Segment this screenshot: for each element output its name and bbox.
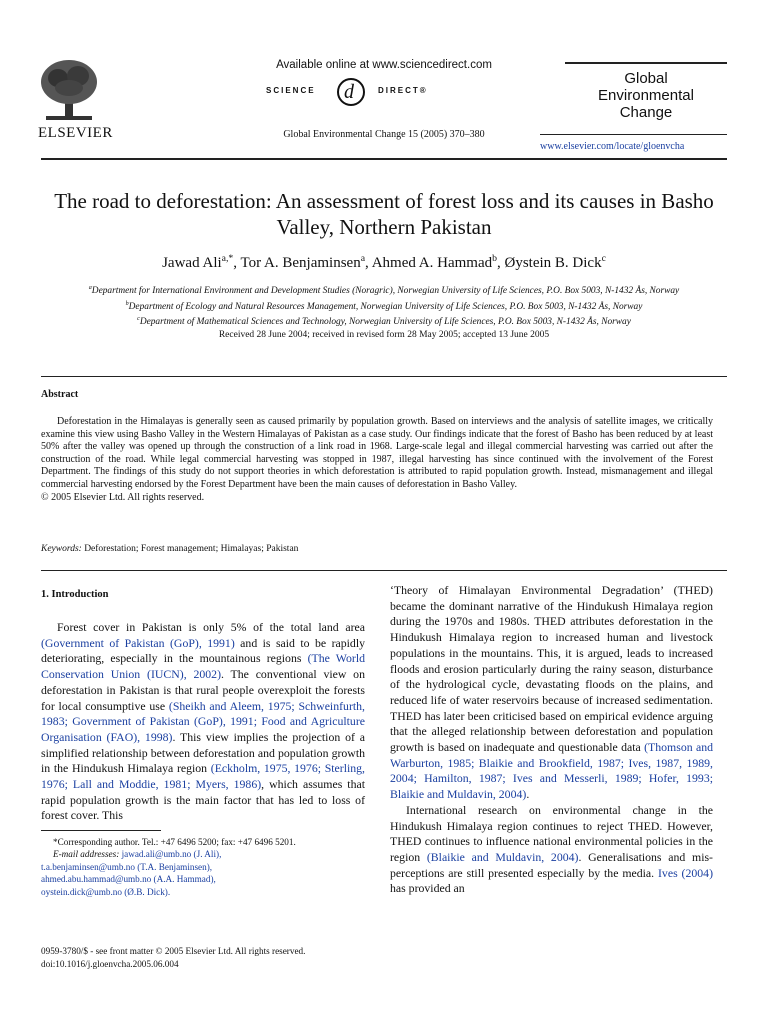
sciencedirect-mark <box>334 76 368 116</box>
sciencedirect-right: DIRECT® <box>378 86 428 95</box>
received-dates: Received 28 June 2004; received in revised form 28 May 2005; accepted 13 June 2005 <box>218 330 550 340</box>
abstract-heading: Abstract <box>41 389 79 400</box>
citation-link[interactable]: Ives (2004) <box>658 865 713 880</box>
email-2[interactable]: t.a.benjaminsen@umb.no (T.A. Benjaminsen), <box>41 861 213 872</box>
citation-link[interactable]: (Government of Pakistan (GoP), 1991) <box>41 635 235 650</box>
keywords-list: Deforestation; Forest management; Himalayas; Pakistan <box>84 544 299 554</box>
issn-line: 0959-3780/$ - see front matter © 2005 Elsevier Ltd. All rights reserved. <box>41 946 306 956</box>
intro-paragraph-1: Forest cover in Pakistan is only 5% of the total land area (Government of Pakistan (GoP), 1991) and is said to be rapidly deteriorating, especially in the mountainous regions (The World Conservation Union (IUCN), 2002). The conventional view on deforestation in Pakistan is that rural people overexploit the forests for local consumptive use (Sheikh and Aleem, 1975; Schweinfurth, 1983; Government of Pakistan (GoP), 1991; Food and Agriculture Organisation (FAO), 1998). This view implies the projection of a simplified relationship between deforestation and population growth in the Hindukush Himalaya region (Eckholm, 1975, 1976; Sterling, 1976; Lall and Moddie, 1981; Myers, 1986), which assumes that rapid population growth is the main factor that has led to loss of forest cover. This <box>41 620 365 823</box>
author-list: Jawad Ali$^{a,*}$, Tor A. Benjaminsen$^a$, Ahmed A. Hammad$^b$, Øystein B. Dick$^c$ <box>162 253 606 271</box>
journal-reference: Global Environmental Change 15 (2005) 370–380 <box>283 129 485 140</box>
abstract-body: Deforestation in the Himalayas is generally seen as caused primarily by population growth. Based on interviews and the analysis of satellite images, we critically examine this view using Basho Valley in the Western Himalayas of Pakistan as a case study. Our findings indicate that the forest of Basho has been reduced by at least 50% after the valley was opened up through the construction of a link road in 1968. Large-scale legal and illegal commercial harvesting was carried out after the construction of the road. While legal commercial harvesting was stopped in 1987, illegal harvesting has since continued with the involvement of the Forest Department. The findings of this study do not support theories in which deforestation is attributed to rapid population growth. Instead, mismanagement and illegal commercial harvesting endorsed by the Forest Department have been the main causes of deforestation in Basho Valley. © 2005 Elsevier Ltd. All rights reserved. <box>41 416 713 503</box>
intro-paragraph-3: International research on environmental change in the Hindukush Himalaya region continues to reject THED. However, THED continues to influence national environmental policies in the region (Blaikie and Muldavin, 2004). Generalisations and mis-perceptions are still presented especially by the media. Ives (2004) has provided an <box>390 802 713 896</box>
available-online-text: Available online at www.sciencedirect.com <box>276 59 492 71</box>
article-title: The road to deforestation: An assessment of forest loss and its causes in Basho Valley, Northern Pakistan <box>54 189 714 239</box>
corresponding-author: *Corresponding author. Tel.: +47 6496 5200; fax: +47 6496 5201. <box>53 837 296 847</box>
journal-url-link[interactable]: www.elsevier.com/locate/gloenvcha <box>540 141 685 152</box>
citation-link[interactable]: (The World Conservation Union (IUCN), 2002) <box>41 651 365 682</box>
section-heading-introduction: 1. Introduction <box>41 589 109 600</box>
citation-link[interactable]: (Sheikh and Aleem, 1975; Schweinfurth, 1983; Government of Pakistan (GoP), 1991; Food and Agriculture Organisation (FAO), 1998) <box>41 698 365 744</box>
sciencedirect-left: SCIENCE <box>266 86 316 95</box>
affiliation-c: $^c$Department of Mathematical Sciences and Technology, Norwegian University of Life Sciences, P.O. Box 5003, N-1432 Ås, Norway <box>137 316 631 328</box>
email-4[interactable]: oystein.dick@umb.no (Ø.B. Dick). <box>41 886 171 897</box>
citation-link[interactable]: (Blaikie and Muldavin, 2004) <box>426 849 579 864</box>
left-column <box>41 620 365 824</box>
abstract-copyright: © 2005 Elsevier Ltd. All rights reserved. <box>41 491 205 503</box>
email-label: E-mail addresses: <box>53 849 120 860</box>
keywords <box>41 544 298 554</box>
citation-link[interactable]: (Thomson and Warburton, 1985; Blaikie and Brookfield, 1987; Ives, 1987, 1989, 2004; Hamilton, 1987; Ives and Messerli, 1989; Hofer, 1993; Blaikie and Muldavin, 2004) <box>390 740 713 802</box>
journal-name-box <box>565 62 727 125</box>
keywords-label: Keywords: <box>41 544 82 554</box>
intro-paragraph-2: ‘Theory of Himalayan Environmental Degradation’ (THED) became the dominant narrative of the Hindukush Himalaya region during the 1970s and 1980s. THED attributes deforestation in the Hindukush Himalaya region to increased human and livestock populations in the mountains. This, it is argued, leads to increased floods and erosion particularly during the rainy season, disturbance of the hydrological cycle, devastating floods on the plains, and reduced life of water reservoirs because of increased sedimentation. THED has later been criticised based on empirical evidence arguing that the alleged relationship between deforestation and population growth is based on inadequate and questionable data (Thomson and Warburton, 1985; Blaikie and Brookfield, 1987; Ives, 1987, 1989, 2004; Hamilton, 1987; Ives and Messerli, 1989; Hofer, 1993; Blaikie and Muldavin, 2004). <box>390 583 713 802</box>
corresponding-author-footnote <box>41 836 365 898</box>
doi-line: doi:10.1016/j.gloenvcha.2005.06.004 <box>41 959 179 969</box>
citation-link[interactable]: (Eckholm, 1975, 1976; Sterling, 1976; Lall and Moddie, 1981; Myers, 1986) <box>41 761 365 792</box>
svg-text:d: d <box>344 81 354 103</box>
journal-name: Global Environmental Change <box>598 70 694 121</box>
email-3[interactable]: ahmed.abu.hammad@umb.no (A.A. Hammad), <box>41 874 216 885</box>
publisher-name: ELSEVIER <box>38 125 113 141</box>
right-column <box>390 583 713 897</box>
affiliation-b: $^b$Department of Ecology and Natural Resources Management, Norwegian University of Life Sciences, P.O. Box 5003, N-1432 Ås, Norway <box>125 300 643 312</box>
affiliations <box>30 282 738 329</box>
front-matter-note <box>41 945 305 971</box>
sciencedirect-logo <box>266 78 506 108</box>
affiliation-a: $^a$Department for International Environment and Development Studies (Noragric), Norwegian University of Life Sciences, P.O. Box 5003, N-1432 Ås, Norway <box>88 285 680 297</box>
email-1[interactable]: jawad.ali@umb.no (J. Ali), <box>121 849 222 860</box>
